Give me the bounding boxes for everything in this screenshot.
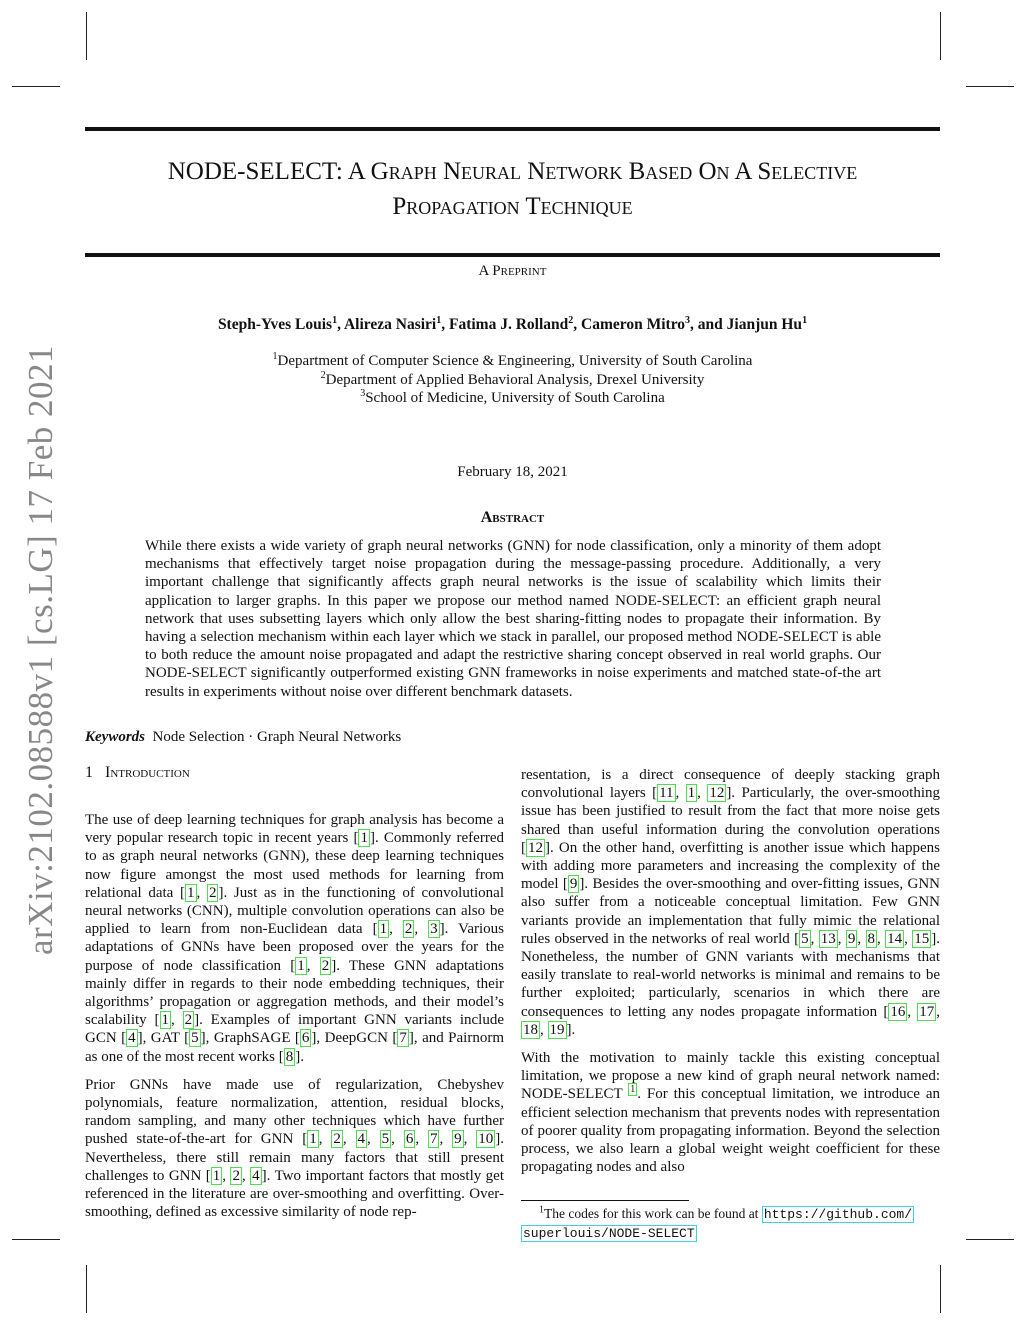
author-name: Fatima J. Rolland <box>448 316 569 333</box>
author-name: Cameron Mitro <box>581 316 686 333</box>
author-name: Alireza Nasiri <box>343 316 437 333</box>
crop-mark <box>966 1239 1014 1240</box>
keywords-label: Keywords <box>85 729 145 745</box>
affiliation-line: $^2$Department of Applied Behavioral Analysis, Drexel University <box>320 369 705 388</box>
crop-mark <box>940 12 941 60</box>
keywords-text: Node Selection · Graph Neural Networks <box>152 729 402 745</box>
author-affiliation-mark: 2 <box>568 314 574 326</box>
footnote-mark: 1 <box>539 1204 544 1216</box>
section-number: 1 <box>85 764 93 781</box>
preprint-label: A Preprint <box>478 263 547 279</box>
author-affiliation-mark: 1 <box>332 314 338 326</box>
arxiv-id: arXiv:2102.08588v1 [cs.LG] 17 Feb 2021 <box>21 344 60 956</box>
paper-title-line-1: NODE-SELECT: A Graph Neural Network Based On A Selective <box>167 158 858 185</box>
author-affiliation-mark: 3 <box>685 314 691 326</box>
abstract-text: While there exists a wide variety of graph neural networks (GNN) for node classification, only a minority of them adopt mechanisms that effectively target noise propagation during the message-passing procedure. Additionally, a very important challenge that significantly affects graph neural networks is the issue of scalability which limits their application to larger graphs. In this paper we propose our method named NODE-SELECT: an efficient graph neural network that uses subsetting layers which only allow the best sharing-fitting nodes to propagate their information. By having a selection mechanism within each layer which we stack in parallel, our proposed method NODE-SELECT is able to both reduce the amount noise propagated and adapt the restrictive sharing concept observed in real world graphs. Our NODE-SELECT significantly outperformed existing GNN frameworks in noise experiments and matched state-of-the art results in experiments without noise over different benchmark datasets. <box>145 538 881 700</box>
crop-mark <box>940 1265 941 1313</box>
intro-paragraph-4: With the motivation to mainly tackle this existing conceptual limitation, we propose a new kind of graph neural network named: NODE-SELECT $^1$ . For this conceptual limitation, we introduce an efficient selection mechanism that prevents nodes with representation of poorer quality from propagating information. Beyond the selection process, we also learn a global weight weight coefficient for these propagating nodes and also <box>521 1050 940 1176</box>
arxiv-stamp <box>10 344 72 956</box>
crop-mark <box>12 1239 60 1240</box>
crop-mark <box>966 86 1014 87</box>
code-repository-link[interactable]: https://github.com/ <box>763 1207 913 1222</box>
affiliations <box>85 352 940 408</box>
section-title: Introduction <box>105 764 190 781</box>
crop-mark <box>12 86 60 87</box>
author-affiliation-mark: 1 <box>436 314 442 326</box>
footnote-rule <box>521 1200 689 1201</box>
author-list: Steph-Yves Louis$^1$, Alireza Nasiri$^1$, Fatima J. Rolland$^2$, Cameron Mitro$^3$, and Jianjun Hu$^1$ <box>217 314 808 333</box>
crop-mark <box>86 1265 87 1313</box>
footnote <box>521 1205 940 1243</box>
author-affiliation-mark: 1 <box>802 314 808 326</box>
crop-mark <box>86 12 87 60</box>
section-heading <box>85 764 190 782</box>
code-repository-link[interactable]: superlouis/NODE-SELECT <box>523 1226 695 1241</box>
author-name: Jianjun Hu <box>726 316 803 333</box>
keywords-line <box>85 729 401 746</box>
affiliation-line: $^3$School of Medicine, University of South Carolina <box>360 388 665 406</box>
intro-paragraph-2: Prior GNNs have made use of regularization, Chebyshev polynomials, feature normalization, attention, residual blocks, random sampling, and many other techniques which have further pushed state-of-the-art for GNN [ 1 , 2 , 4 , 5 , 6 , 7 , 9 , 10 ]. Nevertheless, there still remain many factors that still present challenges to GNN [ 1 , 2 , 4 ]. Two important factors that mostly get referenced in the literature are over-smoothing and overfitting. Over-smoothing, defined as excessive similarity of node rep- <box>85 1076 505 1221</box>
intro-paragraph-3: resentation, is a direct consequence of deeply stacking graph convolutional layers [ 11 , 1 , 12 ]. Particularly, the over-smoothing issue has been justified to result from the fact that more noise gets shared than useful information during the convolution operations [ 12 ]. On the other hand, overfitting is another issue which happens with adding more parameters and increasing the complexity of the model [ 9 ]. Besides the over-smoothing and over-fitting issues, GNN also suffer from a noticeable conceptual limitation. Few GNN variants provide an implementation that fully mimic the relational rules observed in the networks of real world [ 5 , 13 , 9 , 8 , 14 , 15 ]. Nonetheless, the number of GNN variants with mechanisms that easily translate to real-world networks is minimal and remains to be further exploited; particularly, scenarios in which there are consequences to letting any nodes propagate information [ 16 , 17 , 18 , 19 ]. <box>521 767 941 1038</box>
right-column <box>521 766 940 1186</box>
author-name: Steph-Yves Louis <box>217 316 333 333</box>
paper-date: February 18, 2021 <box>457 464 568 480</box>
left-column <box>85 811 504 1231</box>
affiliation-line: $^1$Department of Computer Science & Engineering, University of South Carolina <box>272 351 753 369</box>
abstract-heading: Abstract <box>480 509 545 526</box>
intro-paragraph-1: The use of deep learning techniques for graph analysis has become a very popular research topic in recent years [ 1 ]. Commonly referred to as graph neural networks (GNN), these deep learning techniques now figure amongst the most used methods for learning from relational data [ 1 , 2 ]. Just as in the functioning of convolutional neural networks (CNN), multiple convolution operations can also be applied to learn from non-Euclidean data [ 1 , 2 , 3 ]. Various adaptations of GNNs have been proposed over the years for the purpose of node classification [ 1 , 2 ]. These GNN adaptations mainly differ in regards to their node embedding techniques, their algorithms’ propagation or aggregation methods, and their model’s scalability [ 1 , 2 ]. Examples of important GNN variants include GCN [ 4 ], GAT [ 5 ], GraphSAGE [ 6 ], DeepGCN [ 7 ], and Pairnorm as one of the most recent works [ 8 ]. <box>85 812 505 1065</box>
paper-title-line-2: Propagation Technique <box>392 193 633 220</box>
footnote-text: The codes for this work can be found at <box>544 1206 759 1221</box>
title-bottom-rule <box>85 253 940 257</box>
title-top-rule <box>85 127 940 131</box>
